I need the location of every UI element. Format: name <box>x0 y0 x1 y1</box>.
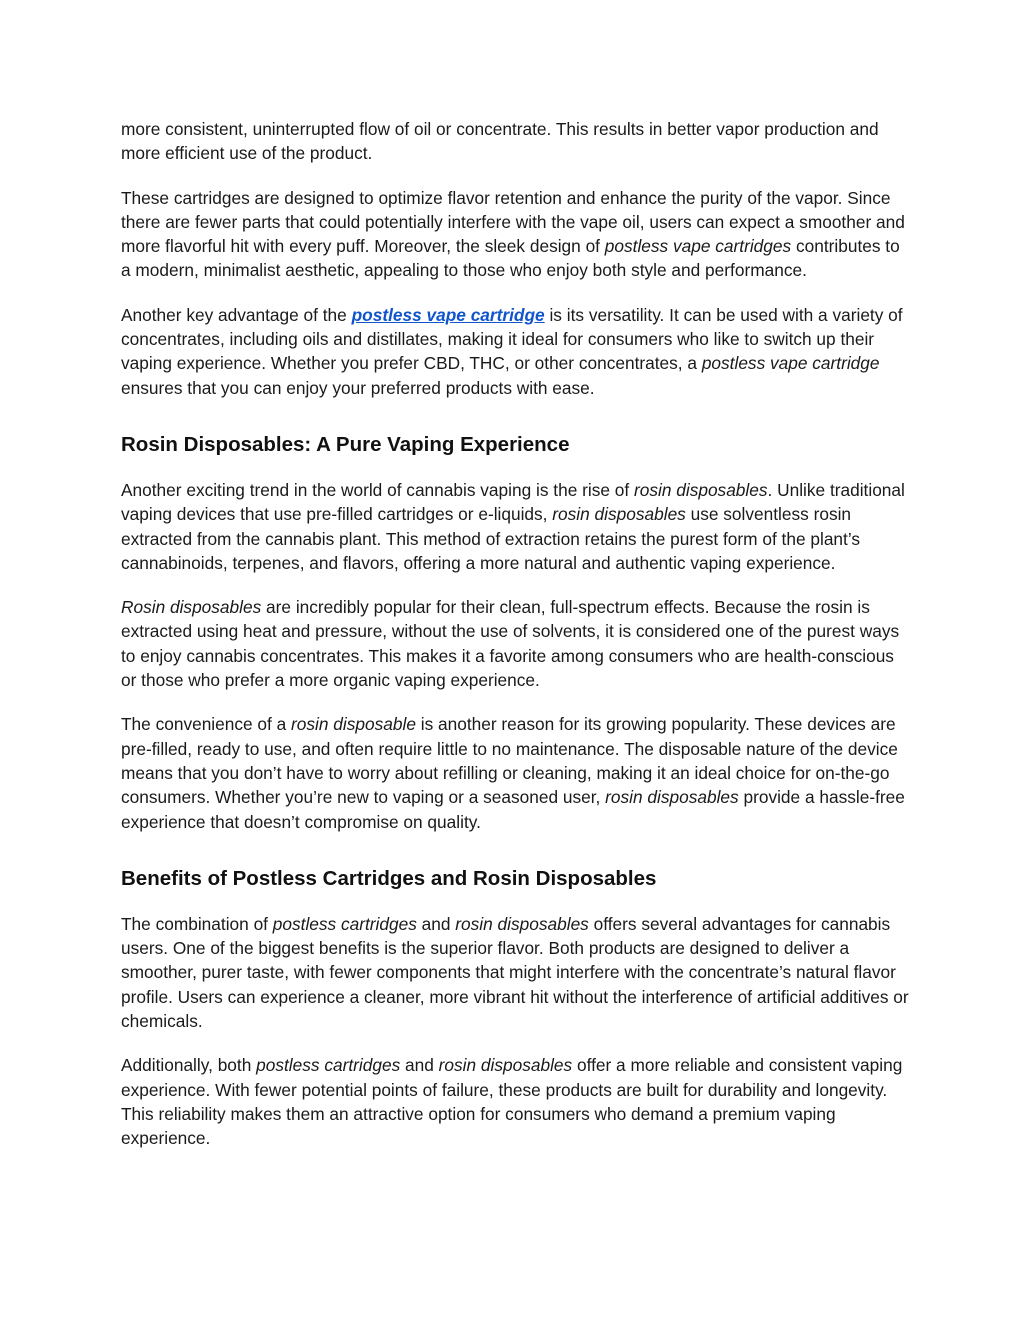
paragraph-text: Another key advantage of the <box>121 304 352 325</box>
paragraph-rosin-popularity <box>121 595 911 692</box>
emphasis-postless-cartridges: postless cartridges <box>272 913 417 934</box>
emphasis-rosin-disposables: rosin disposables <box>605 787 739 808</box>
paragraph-rosin-convenience <box>121 712 911 833</box>
paragraph-text: offer a more reliable and consistent vaping experience. With fewer potential points of failure, these products are built for durability and longevity. This reliability makes them an attractive option for consumers who demand a premium vaping experience. <box>121 1055 903 1149</box>
emphasis-rosin-disposables: rosin disposables <box>455 913 589 934</box>
paragraph-text: are incredibly popular for their clean, full-spectrum effects. Because the rosin is extracted using heat and pressure, without the use of solvents, it is considered one of the purest ways to enjoy cannabis concentrates. This makes it a favorite among consumers who are health-conscious or those who prefer a more organic vaping experience. <box>121 597 900 691</box>
heading-rosin-disposables: Rosin Disposables: A Pure Vaping Experience <box>121 432 570 456</box>
emphasis-postless-cartridges: postless cartridges <box>256 1055 401 1076</box>
emphasis-rosin-disposables: Rosin disposables <box>121 597 262 618</box>
paragraph-text: Additionally, both <box>121 1055 257 1076</box>
paragraph-text: is its versatility. It can be used with a variety of concentrates, including oils and distillates, making it ideal for consumers who like to switch up their vaping experience. Whether you prefer CBD, THC, or other concentrates, a <box>121 304 903 374</box>
paragraph-text: contributes to a modern, minimalist aesthetic, appealing to those who enjoy both style and performance. <box>121 236 900 281</box>
paragraph-flavor-retention <box>121 186 911 283</box>
paragraph-text: use solventless rosin extracted from the cannabis plant. This method of extraction retains the purest form of the plant’s cannabinoids, terpenes, and flavors, offering a more natural and authentic vaping experience. <box>121 504 861 573</box>
paragraph-text: offers several advantages for cannabis users. One of the biggest benefits is the superior flavor. Both products are designed to deliver a smoother, purer taste, with fewer components that might interfere with the concentrate’s natural flavor profile. Users can experience a cleaner, more vibrant hit without the interference of artificial additives or chemicals. <box>121 913 909 1032</box>
heading-benefits: Benefits of Postless Cartridges and Rosin Disposables <box>121 866 657 890</box>
emphasis-rosin-disposable: rosin disposable <box>291 714 416 735</box>
paragraph-text: ensures that you can enjoy your preferred products with ease. <box>121 377 595 398</box>
paragraph-text: These cartridges are designed to optimize flavor retention and enhance the purity of the vapor. Since there are fewer parts that could potentially interfere with the vape oil, users can expect a smoother and more flavorful hit with every puff. Moreover, the sleek design of <box>121 187 905 257</box>
paragraph-vapor-flow <box>121 117 911 166</box>
emphasis-postless-vape-cartridges: postless vape cartridges <box>604 236 792 257</box>
paragraph-text: The combination of <box>121 913 273 934</box>
paragraph-versatility <box>121 303 911 400</box>
paragraph-text: more consistent, uninterrupted flow of oil or concentrate. This results in better vapor production and more efficient use of the product. <box>121 119 879 164</box>
paragraph-reliability <box>121 1053 911 1150</box>
document-page <box>121 117 911 1171</box>
paragraph-rosin-trend <box>121 478 911 575</box>
postless-vape-cartridge-link[interactable]: postless vape cartridge <box>351 304 545 325</box>
emphasis-rosin-disposables: rosin disposables <box>552 504 686 525</box>
paragraph-text: and <box>400 1055 439 1076</box>
paragraph-text: Another exciting trend in the world of cannabis vaping is the rise of <box>121 479 634 500</box>
paragraph-text: The convenience of a <box>121 714 292 735</box>
paragraph-text: and <box>416 913 456 934</box>
paragraph-text: . Unlike traditional vaping devices that use pre-filled cartridges or e-liquids, <box>121 479 905 525</box>
emphasis-rosin-disposables: rosin disposables <box>633 479 768 500</box>
paragraph-combination <box>121 912 911 1033</box>
paragraph-text: provide a hassle-free experience that doesn’t compromise on quality. <box>121 787 905 832</box>
emphasis-rosin-disposables: rosin disposables <box>438 1055 573 1076</box>
paragraph-text: is another reason for its growing popularity. These devices are pre-filled, ready to use, and often require little to no maintenance. The disposable nature of the device means that you don’t have to worry about refilling or cleaning, making it an ideal choice for on-the-go consumers. Whether you’re new to vaping or a seasoned user, <box>121 714 898 808</box>
emphasis-postless-vape-cartridge: postless vape cartridge <box>701 353 880 374</box>
